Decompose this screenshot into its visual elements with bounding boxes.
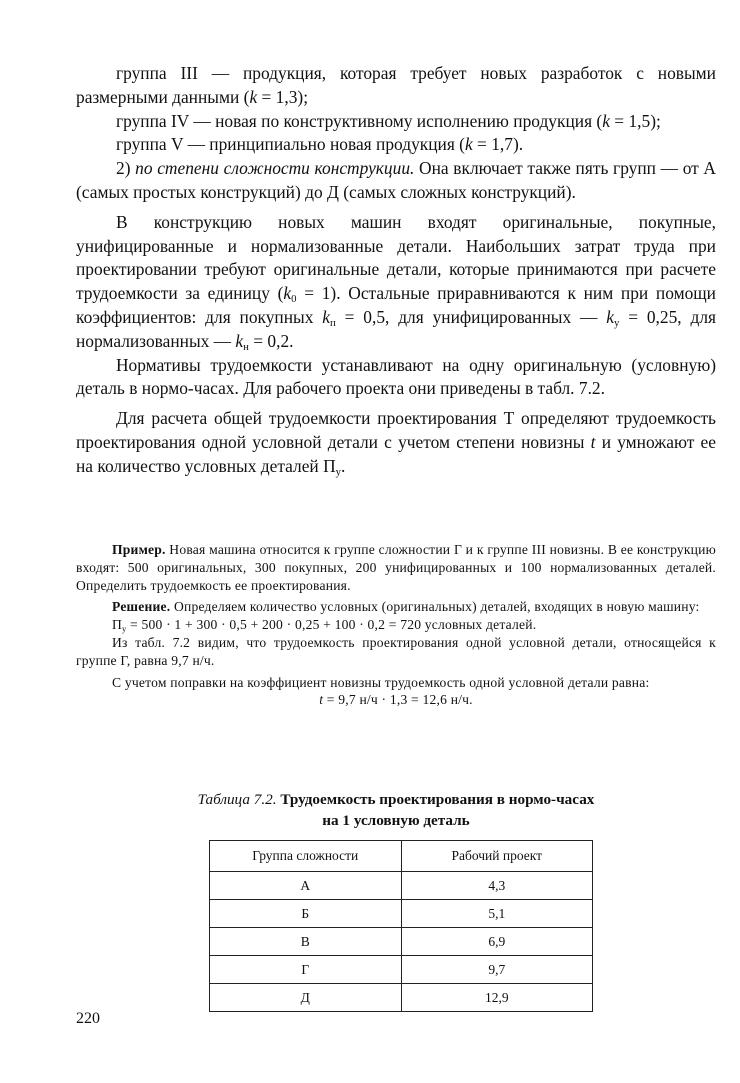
- example-paragraph: Решение. Определяем количество условных (оригинальных) деталей, входящих в новую машину:: [112, 599, 700, 615]
- example-paragraph: С учетом поправки на коэффициент новизны трудоемкость одной условной детали равна:: [112, 674, 650, 690]
- complexity-group-cell: В: [210, 928, 402, 956]
- page-number: 220: [76, 1010, 100, 1027]
- table-row: [210, 984, 593, 1012]
- example-block: [76, 541, 716, 709]
- complexity-group-cell: А: [210, 872, 402, 900]
- paragraph: группа V — принципиально новая продукция (k = 1,7).: [116, 134, 524, 155]
- hours-value-cell: 9,7: [401, 956, 593, 984]
- example-paragraph: Пример. Новая машина относится к группе сложностии Г и к группе III новизны. В ее конструкцию входят: 500 оригинальных, 300 покупных, 200 унифицированных и 100 нормализованных деталей. Определить трудоемкость ее проектирования.: [76, 542, 716, 593]
- complexity-group-cell: Г: [210, 956, 402, 984]
- table-caption-title: Трудоемкость проектирования в нормо-часах: [280, 791, 595, 808]
- table-row: [210, 900, 593, 928]
- main-text: [76, 62, 716, 479]
- example-paragraph: t = 9,7 н/ч · 1,3 = 12,6 н/ч.: [319, 692, 473, 708]
- table-row: [210, 928, 593, 956]
- paragraph: Для расчета общей трудоемкости проектирования Т определяют трудоемкость проектирования одной условной детали с учетом степени новизны t и умножают ее на количество условных деталей $П_у$.: [76, 408, 716, 478]
- complexity-group-cell: Д: [210, 984, 402, 1012]
- paragraph: 2) по степени сложности конструкции. Она включает также пять групп — от А (самых простых конструкций) до Д (самых сложных конструкций).: [76, 158, 716, 202]
- hours-value-cell: 12,9: [401, 984, 593, 1012]
- hours-value-cell: 4,3: [401, 872, 593, 900]
- table-body: [210, 872, 593, 1012]
- table-caption: [76, 789, 716, 831]
- hours-value-cell: 5,1: [401, 900, 593, 928]
- table-row: [210, 872, 593, 900]
- complexity-group-cell: Б: [210, 900, 402, 928]
- paragraph: группа IV — новая по конструктивному исполнению продукция (k = 1,5);: [116, 110, 661, 131]
- column-header-project: Рабочий проект: [401, 841, 593, 872]
- column-header-complexity: Группа сложности: [210, 841, 402, 872]
- example-paragraph: $П_у = 500 \cdot 1 + 300 \cdot 0,5 + 200 \cdot 0,25 + 100 \cdot 0,2 = 720$ условных деталей.: [112, 617, 537, 634]
- example-paragraph: Из табл. 7.2 видим, что трудоемкость проектирования одной условной детали, относящейся к группе Г, равна 9,7 н/ч.: [76, 634, 716, 668]
- table-row: [210, 956, 593, 984]
- paragraph: группа III — продукция, которая требует новых разработок с новыми размерными данными (k = 1,3);: [76, 63, 716, 107]
- hours-value-cell: 6,9: [401, 928, 593, 956]
- table-caption-title-line2: на 1 условную деталь: [322, 812, 470, 829]
- paragraph: Нормативы трудоемкости устанавливают на одну оригинальную (условную) деталь в нормо-часах. Для рабочего проекта они приведены в табл. 7.2.: [76, 354, 716, 399]
- norms-table: [209, 840, 593, 1012]
- table-caption-label: Таблица 7.2.: [197, 791, 277, 808]
- table-header-row: [210, 841, 593, 872]
- paragraph: В конструкцию новых машин входят оригинальные, покупные, унифицированные и нормализованные детали. Наибольших затрат труда при проектировании требуют оригинальные детали, которые принимаются при расчете трудоемкости за единицу $(k_0 = 1)$. Остальные приравниваются к ним при помощи коэффициентов: для покупных $k_п = 0,5$, для унифицированных — $k_у = 0,25$, для нормализованных — $k_н = 0,2$.: [76, 211, 716, 353]
